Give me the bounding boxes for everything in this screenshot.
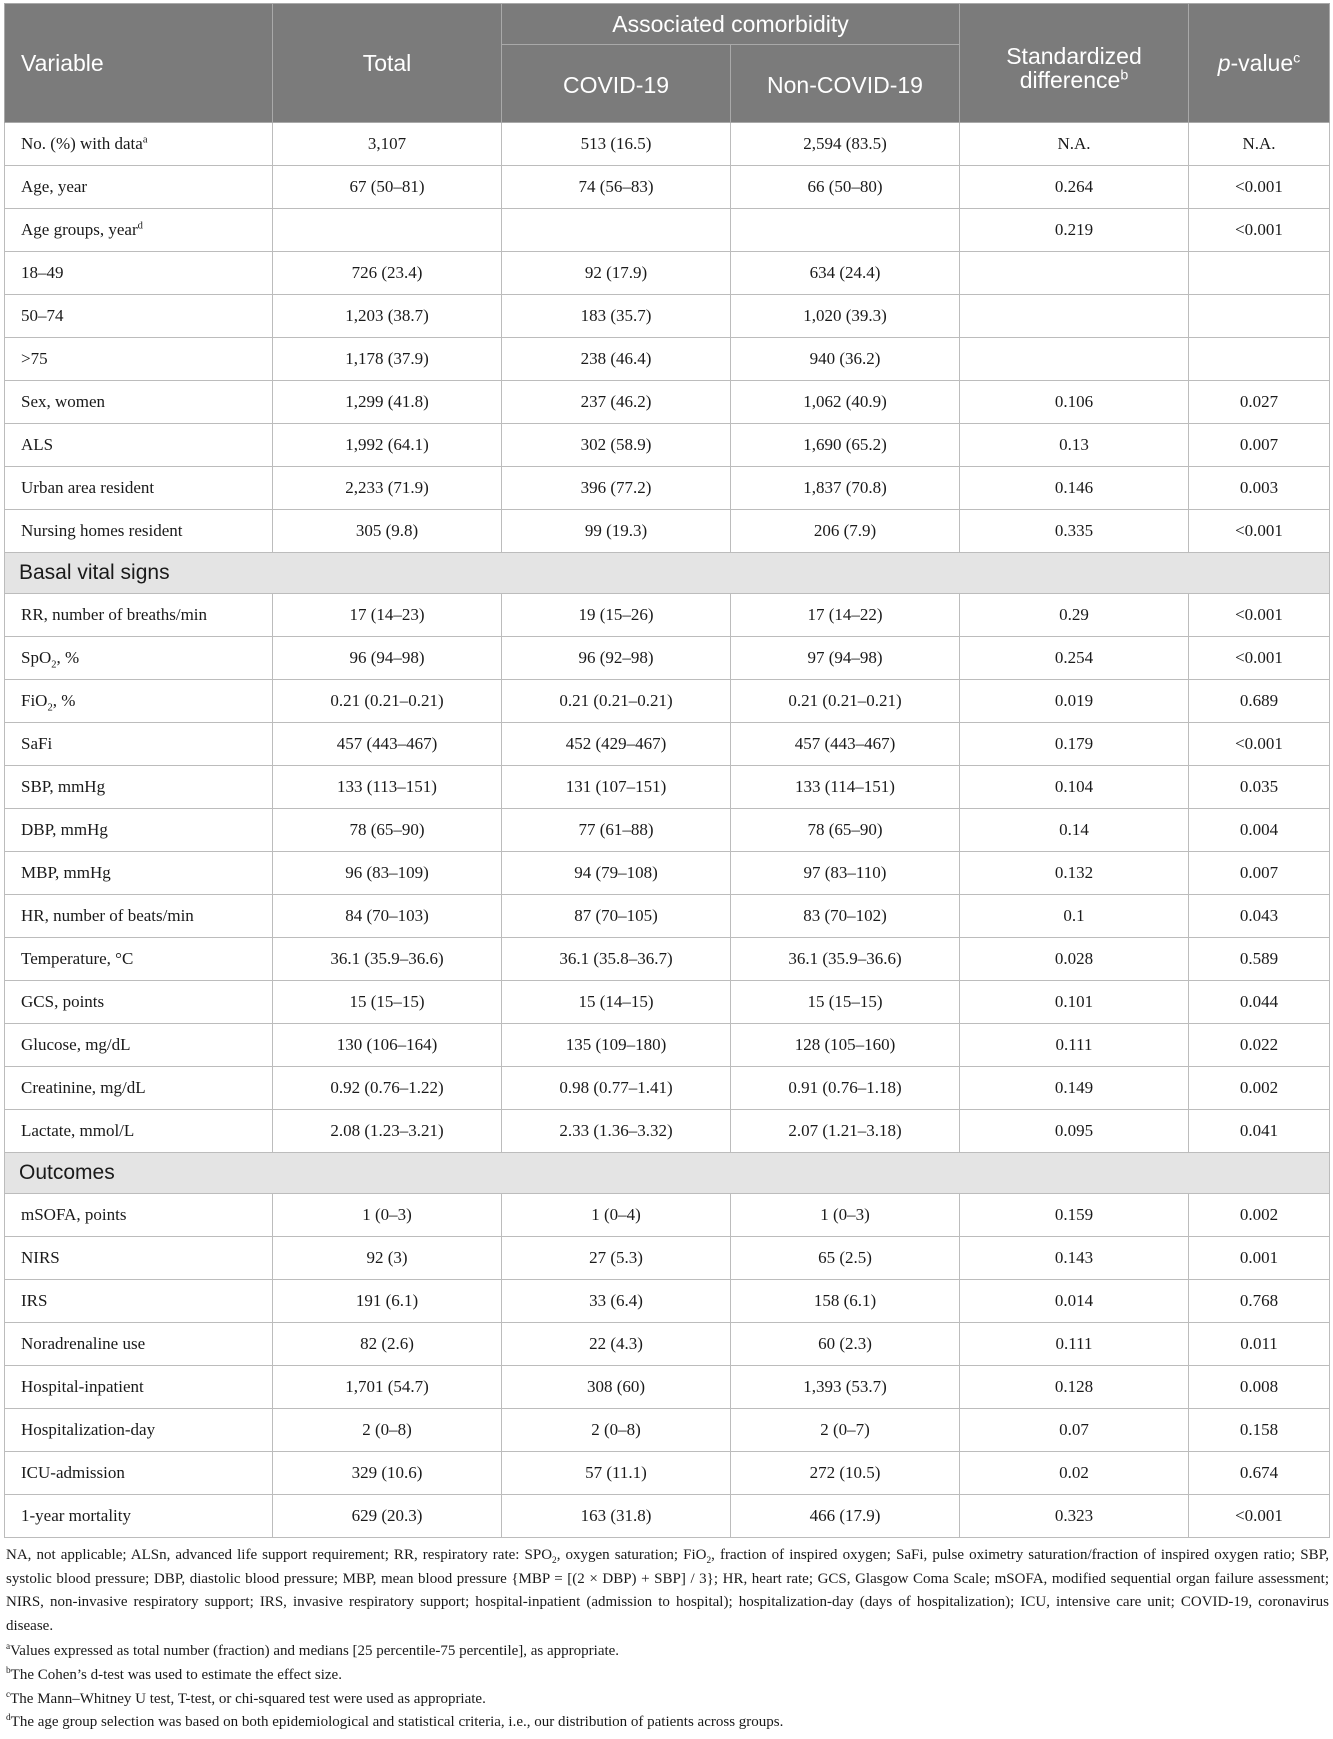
row-label-text: RR, number of breaths/min	[21, 605, 208, 624]
cell-covid: 92 (17.9)	[502, 252, 731, 295]
footnote-a-mark: a	[6, 1642, 11, 1653]
cell-standardized-difference: 0.159	[960, 1194, 1189, 1237]
table-row	[5, 1495, 1330, 1538]
cell-total: 36.1 (35.9–36.6)	[273, 938, 502, 981]
cell-total: 329 (10.6)	[273, 1452, 502, 1495]
table-row	[5, 166, 1330, 209]
row-label	[5, 123, 273, 166]
cell-covid: 77 (61–88)	[502, 809, 731, 852]
cell-total: 3,107	[273, 123, 502, 166]
header-standardized-difference	[960, 4, 1189, 123]
header-covid: COVID-19	[502, 45, 731, 123]
cell-standardized-difference: 0.323	[960, 1495, 1189, 1538]
table-row	[5, 1409, 1330, 1452]
cell-standardized-difference: 0.101	[960, 981, 1189, 1024]
footnote-b-text: The Cohen’s d-test was used to estimate the effect size.	[10, 1666, 342, 1683]
cell-covid: 302 (58.9)	[502, 424, 731, 467]
cell-p-value: 0.674	[1189, 1452, 1330, 1495]
row-label	[5, 1237, 273, 1280]
abbrev-part3: , fraction of inspired oxygen; SaFi, pulse oximetry saturation/fraction of inspired oxygen ratio; SBP, systolic blood pressure; DBP, diastolic blood pressure; MBP, mean blood pressure {MBP = [(2 × DBP) + SBP] / 3}; HR, heart rate; GCS, Glasgow Coma Scale; mSOFA, modified sequential organ failure assessment; NIRS, non-invasive respiratory support; IRS, invasive respiratory support; hospital-inpatient (admission to hospital); hospitalization-day (days of hospitalization); ICU, intensive care unit; COVID-19, coronavirus disease.	[6, 1547, 1330, 1634]
cell-standardized-difference: 0.29	[960, 594, 1189, 637]
cell-covid: 2.33 (1.36–3.32)	[502, 1110, 731, 1153]
cell-covid: 94 (79–108)	[502, 852, 731, 895]
cell-standardized-difference: 0.335	[960, 510, 1189, 553]
row-label	[5, 1452, 273, 1495]
table-row	[5, 594, 1330, 637]
cell-total: 78 (65–90)	[273, 809, 502, 852]
row-label	[5, 1194, 273, 1237]
row-label	[5, 1495, 273, 1538]
cell-total: 15 (15–15)	[273, 981, 502, 1024]
cell-covid: 135 (109–180)	[502, 1024, 731, 1067]
row-label	[5, 209, 273, 252]
cell-noncovid: 1,837 (70.8)	[731, 467, 960, 510]
row-label	[5, 295, 273, 338]
row-label	[5, 1067, 273, 1110]
row-label	[5, 1280, 273, 1323]
cell-covid: 238 (46.4)	[502, 338, 731, 381]
row-label-suffix: , %	[52, 691, 76, 710]
cell-p-value: 0.044	[1189, 981, 1330, 1024]
cell-total: 191 (6.1)	[273, 1280, 502, 1323]
cell-total: 1,701 (54.7)	[273, 1366, 502, 1409]
row-label-text: Sex, women	[21, 392, 106, 411]
cell-total: 67 (50–81)	[273, 166, 502, 209]
cell-covid: 0.98 (0.77–1.41)	[502, 1067, 731, 1110]
cell-p-value: 0.158	[1189, 1409, 1330, 1452]
cell-p-value: 0.002	[1189, 1194, 1330, 1237]
row-label-text: mSOFA, points	[21, 1205, 127, 1224]
cell-standardized-difference: 0.219	[960, 209, 1189, 252]
row-label	[5, 895, 273, 938]
cell-covid: 96 (92–98)	[502, 637, 731, 680]
row-label-text: ICU-admission	[21, 1463, 125, 1482]
cell-standardized-difference: N.A.	[960, 123, 1189, 166]
section-outcomes	[5, 1153, 1330, 1194]
cell-total: 82 (2.6)	[273, 1323, 502, 1366]
cell-noncovid: 65 (2.5)	[731, 1237, 960, 1280]
cell-covid	[502, 209, 731, 252]
header-noncovid: Non-COVID-19	[731, 45, 960, 123]
cell-total: 0.92 (0.76–1.22)	[273, 1067, 502, 1110]
cell-noncovid: 17 (14–22)	[731, 594, 960, 637]
cell-covid: 237 (46.2)	[502, 381, 731, 424]
row-label-text: Age groups, year	[21, 220, 138, 239]
cell-noncovid: 83 (70–102)	[731, 895, 960, 938]
table-row	[5, 723, 1330, 766]
row-label	[5, 166, 273, 209]
table-row	[5, 467, 1330, 510]
row-label	[5, 809, 273, 852]
row-label-text: 50–74	[21, 306, 64, 325]
table-row	[5, 1237, 1330, 1280]
row-label-text: 1-year mortality	[21, 1506, 131, 1525]
cell-p-value: <0.001	[1189, 209, 1330, 252]
row-label-text: MBP, mmHg	[21, 863, 111, 882]
cell-noncovid: 0.21 (0.21–0.21)	[731, 680, 960, 723]
footnote-a-text: Values expressed as total number (fraction) and medians [25 percentile-75 percentile], as appropriate.	[10, 1643, 620, 1660]
footnote-c	[4, 1688, 1329, 1712]
row-label-text: SpO	[21, 648, 52, 667]
cell-total: 130 (106–164)	[273, 1024, 502, 1067]
table-row	[5, 338, 1330, 381]
row-label	[5, 1024, 273, 1067]
cell-standardized-difference: 0.014	[960, 1280, 1189, 1323]
table-row	[5, 1366, 1330, 1409]
cell-noncovid: 1,690 (65.2)	[731, 424, 960, 467]
cell-noncovid: 2,594 (83.5)	[731, 123, 960, 166]
cell-total: 457 (443–467)	[273, 723, 502, 766]
table-row	[5, 766, 1330, 809]
cell-standardized-difference: 0.128	[960, 1366, 1189, 1409]
table-row	[5, 1452, 1330, 1495]
row-label	[5, 594, 273, 637]
cell-p-value: 0.768	[1189, 1280, 1330, 1323]
table-row	[5, 1067, 1330, 1110]
cell-covid: 396 (77.2)	[502, 467, 731, 510]
cell-p-value: <0.001	[1189, 1495, 1330, 1538]
cell-standardized-difference: 0.1	[960, 895, 1189, 938]
row-label-text: SaFi	[21, 734, 53, 753]
table-row	[5, 295, 1330, 338]
cell-noncovid: 158 (6.1)	[731, 1280, 960, 1323]
table-row	[5, 381, 1330, 424]
cell-standardized-difference: 0.13	[960, 424, 1189, 467]
comorbidity-table	[4, 3, 1330, 1538]
row-label-text: NIRS	[21, 1248, 60, 1267]
cell-total: 1,299 (41.8)	[273, 381, 502, 424]
cell-total: 2,233 (71.9)	[273, 467, 502, 510]
cell-noncovid: 36.1 (35.9–36.6)	[731, 938, 960, 981]
cell-p-value: 0.027	[1189, 381, 1330, 424]
cell-p-value: 0.002	[1189, 1067, 1330, 1110]
table-header	[5, 4, 1330, 123]
cell-noncovid: 97 (83–110)	[731, 852, 960, 895]
cell-standardized-difference: 0.028	[960, 938, 1189, 981]
row-label-text: ALS	[21, 435, 54, 454]
cell-covid: 15 (14–15)	[502, 981, 731, 1024]
abbrev-sub1: 2	[552, 1556, 557, 1566]
cell-covid: 131 (107–151)	[502, 766, 731, 809]
abbrev-part2: , oxygen saturation; FiO	[556, 1547, 707, 1563]
cell-noncovid: 206 (7.9)	[731, 510, 960, 553]
cell-p-value: 0.689	[1189, 680, 1330, 723]
cell-standardized-difference: 0.264	[960, 166, 1189, 209]
cell-total: 0.21 (0.21–0.21)	[273, 680, 502, 723]
cell-noncovid: 97 (94–98)	[731, 637, 960, 680]
cell-standardized-difference: 0.02	[960, 1452, 1189, 1495]
cell-covid: 22 (4.3)	[502, 1323, 731, 1366]
row-label	[5, 424, 273, 467]
row-label	[5, 723, 273, 766]
row-label	[5, 1366, 273, 1409]
cell-p-value: 0.008	[1189, 1366, 1330, 1409]
header-p-italic: p	[1217, 49, 1231, 76]
cell-total: 2.08 (1.23–3.21)	[273, 1110, 502, 1153]
cell-noncovid: 78 (65–90)	[731, 809, 960, 852]
row-label	[5, 766, 273, 809]
row-label-text: Hospitalization-day	[21, 1420, 156, 1439]
cell-p-value	[1189, 295, 1330, 338]
table-row	[5, 510, 1330, 553]
table-row	[5, 1323, 1330, 1366]
cell-covid: 74 (56–83)	[502, 166, 731, 209]
cell-p-value: 0.589	[1189, 938, 1330, 981]
table-row	[5, 209, 1330, 252]
cell-p-value: 0.043	[1189, 895, 1330, 938]
footnote-c-text: The Mann–Whitney U test, T-test, or chi-squared test were used as appropriate.	[10, 1690, 486, 1707]
cell-noncovid: 457 (443–467)	[731, 723, 960, 766]
header-p-rest: -value	[1230, 49, 1294, 76]
cell-covid: 1 (0–4)	[502, 1194, 731, 1237]
cell-noncovid: 128 (105–160)	[731, 1024, 960, 1067]
cell-total: 305 (9.8)	[273, 510, 502, 553]
cell-noncovid: 1,020 (39.3)	[731, 295, 960, 338]
footnote-b	[4, 1664, 1329, 1688]
cell-total: 2 (0–8)	[273, 1409, 502, 1452]
row-label-text: Age, year	[21, 177, 88, 196]
cell-noncovid: 66 (50–80)	[731, 166, 960, 209]
table-row	[5, 981, 1330, 1024]
row-label-footnote-mark: d	[137, 220, 143, 232]
row-label-text: Lactate, mmol/L	[21, 1121, 135, 1140]
abbrev-part1: NA, not applicable; ALSn, advanced life support requirement; RR, respiratory rate: SPO	[6, 1547, 553, 1563]
cell-noncovid: 0.91 (0.76–1.18)	[731, 1067, 960, 1110]
cell-total: 1,203 (38.7)	[273, 295, 502, 338]
row-label-text: Urban area resident	[21, 478, 155, 497]
header-std-line1: Standardized	[1006, 43, 1142, 69]
row-label-text: DBP, mmHg	[21, 820, 108, 839]
row-label-text: >75	[21, 349, 48, 368]
footnote-b-mark: b	[6, 1665, 11, 1676]
cell-standardized-difference	[960, 338, 1189, 381]
table-row	[5, 852, 1330, 895]
cell-p-value: 0.001	[1189, 1237, 1330, 1280]
row-label	[5, 381, 273, 424]
cell-covid: 99 (19.3)	[502, 510, 731, 553]
row-label	[5, 1409, 273, 1452]
row-label	[5, 252, 273, 295]
table-row	[5, 1194, 1330, 1237]
footnote-a	[4, 1640, 1329, 1664]
cell-p-value: 0.003	[1189, 467, 1330, 510]
cell-total: 96 (94–98)	[273, 637, 502, 680]
cell-covid: 19 (15–26)	[502, 594, 731, 637]
footnote-d	[4, 1711, 1329, 1735]
row-label	[5, 338, 273, 381]
header-std-sup: b	[1120, 67, 1129, 84]
cell-total: 92 (3)	[273, 1237, 502, 1280]
cell-noncovid: 1,393 (53.7)	[731, 1366, 960, 1409]
table-row	[5, 1110, 1330, 1153]
row-label-text: FiO	[21, 691, 48, 710]
cell-covid: 308 (60)	[502, 1366, 731, 1409]
cell-total: 17 (14–23)	[273, 594, 502, 637]
row-label-text: Noradrenaline use	[21, 1334, 146, 1353]
abbreviations-note	[4, 1544, 1329, 1638]
cell-covid: 513 (16.5)	[502, 123, 731, 166]
section-basal-vital-signs-label: Basal vital signs	[5, 553, 1330, 594]
cell-total: 84 (70–103)	[273, 895, 502, 938]
table-row	[5, 680, 1330, 723]
cell-p-value: 0.007	[1189, 424, 1330, 467]
row-label-text: No. (%) with data	[21, 134, 143, 153]
cell-total: 726 (23.4)	[273, 252, 502, 295]
cell-covid: 2 (0–8)	[502, 1409, 731, 1452]
cell-standardized-difference: 0.143	[960, 1237, 1189, 1280]
cell-p-value: 0.004	[1189, 809, 1330, 852]
row-label-text: 18–49	[21, 263, 64, 282]
table-row	[5, 938, 1330, 981]
row-label-suffix: , %	[56, 648, 80, 667]
cell-total: 1,992 (64.1)	[273, 424, 502, 467]
cell-standardized-difference	[960, 295, 1189, 338]
cell-p-value: 0.011	[1189, 1323, 1330, 1366]
cell-noncovid: 60 (2.3)	[731, 1323, 960, 1366]
header-associated-comorbidity: Associated comorbidity	[502, 4, 960, 45]
row-label-text: Glucose, mg/dL	[21, 1035, 131, 1054]
row-label-text: Nursing homes resident	[21, 521, 183, 540]
section-basal-vital-signs	[5, 553, 1330, 594]
cell-covid: 0.21 (0.21–0.21)	[502, 680, 731, 723]
row-label	[5, 981, 273, 1024]
row-label-text: Hospital-inpatient	[21, 1377, 144, 1396]
cell-standardized-difference: 0.146	[960, 467, 1189, 510]
cell-total: 96 (83–109)	[273, 852, 502, 895]
header-p-value	[1189, 4, 1330, 123]
cell-standardized-difference: 0.179	[960, 723, 1189, 766]
footnote-d-text: The age group selection was based on both epidemiological and statistical criteria, i.e., our distribution of patients across groups.	[10, 1714, 784, 1731]
table-row	[5, 252, 1330, 295]
header-std-line2: difference	[1019, 67, 1121, 93]
footnote-c-mark: c	[6, 1689, 11, 1700]
cell-p-value: <0.001	[1189, 723, 1330, 766]
header-total: Total	[273, 4, 502, 123]
cell-total: 1 (0–3)	[273, 1194, 502, 1237]
table-row	[5, 895, 1330, 938]
cell-standardized-difference: 0.019	[960, 680, 1189, 723]
cell-noncovid: 466 (17.9)	[731, 1495, 960, 1538]
cell-covid: 87 (70–105)	[502, 895, 731, 938]
cell-p-value: <0.001	[1189, 637, 1330, 680]
cell-total: 629 (20.3)	[273, 1495, 502, 1538]
cell-p-value	[1189, 338, 1330, 381]
table-row	[5, 123, 1330, 166]
cell-p-value: 0.022	[1189, 1024, 1330, 1067]
cell-covid: 163 (31.8)	[502, 1495, 731, 1538]
cell-p-value: 0.035	[1189, 766, 1330, 809]
cell-standardized-difference: 0.111	[960, 1323, 1189, 1366]
cell-total: 1,178 (37.9)	[273, 338, 502, 381]
cell-p-value: 0.007	[1189, 852, 1330, 895]
cell-standardized-difference: 0.254	[960, 637, 1189, 680]
cell-noncovid: 272 (10.5)	[731, 1452, 960, 1495]
row-label	[5, 938, 273, 981]
cell-p-value: <0.001	[1189, 594, 1330, 637]
row-label	[5, 852, 273, 895]
header-variable: Variable	[5, 4, 273, 123]
table-row	[5, 1280, 1330, 1323]
cell-covid: 36.1 (35.8–36.7)	[502, 938, 731, 981]
cell-noncovid: 634 (24.4)	[731, 252, 960, 295]
footnote-d-mark: d	[6, 1713, 11, 1724]
cell-p-value: <0.001	[1189, 166, 1330, 209]
row-label-footnote-mark: a	[142, 134, 148, 146]
cell-total: 133 (113–151)	[273, 766, 502, 809]
cell-covid: 27 (5.3)	[502, 1237, 731, 1280]
cell-p-value: <0.001	[1189, 510, 1330, 553]
row-label	[5, 467, 273, 510]
table-row	[5, 637, 1330, 680]
cell-standardized-difference: 0.111	[960, 1024, 1189, 1067]
cell-total	[273, 209, 502, 252]
cell-p-value	[1189, 252, 1330, 295]
row-label	[5, 510, 273, 553]
cell-noncovid: 1 (0–3)	[731, 1194, 960, 1237]
abbrev-sub2: 2	[706, 1556, 712, 1566]
row-label-subscript: 2	[47, 702, 53, 714]
cell-standardized-difference	[960, 252, 1189, 295]
row-label-subscript: 2	[51, 659, 57, 671]
cell-noncovid: 2.07 (1.21–3.18)	[731, 1110, 960, 1153]
row-label-text: GCS, points	[21, 992, 105, 1011]
row-label	[5, 1323, 273, 1366]
cell-covid: 183 (35.7)	[502, 295, 731, 338]
cell-standardized-difference: 0.07	[960, 1409, 1189, 1452]
table-row	[5, 1024, 1330, 1067]
cell-noncovid: 15 (15–15)	[731, 981, 960, 1024]
cell-p-value: N.A.	[1189, 123, 1330, 166]
cell-noncovid: 940 (36.2)	[731, 338, 960, 381]
table-body	[5, 123, 1330, 1538]
cell-standardized-difference: 0.14	[960, 809, 1189, 852]
table-row	[5, 424, 1330, 467]
cell-noncovid: 1,062 (40.9)	[731, 381, 960, 424]
row-label	[5, 637, 273, 680]
cell-standardized-difference: 0.149	[960, 1067, 1189, 1110]
section-outcomes-label: Outcomes	[5, 1153, 1330, 1194]
row-label-text: Temperature, °C	[21, 949, 134, 968]
cell-standardized-difference: 0.132	[960, 852, 1189, 895]
row-label	[5, 680, 273, 723]
header-p-sup: c	[1293, 49, 1301, 66]
cell-standardized-difference: 0.104	[960, 766, 1189, 809]
table-container	[4, 3, 1329, 1538]
row-label	[5, 1110, 273, 1153]
cell-standardized-difference: 0.106	[960, 381, 1189, 424]
cell-noncovid: 2 (0–7)	[731, 1409, 960, 1452]
row-label-text: IRS	[21, 1291, 48, 1310]
cell-covid: 57 (11.1)	[502, 1452, 731, 1495]
row-label-text: SBP, mmHg	[21, 777, 106, 796]
cell-covid: 33 (6.4)	[502, 1280, 731, 1323]
table-row	[5, 809, 1330, 852]
cell-covid: 452 (429–467)	[502, 723, 731, 766]
cell-standardized-difference: 0.095	[960, 1110, 1189, 1153]
table-notes	[4, 1544, 1329, 1735]
cell-noncovid	[731, 209, 960, 252]
cell-p-value: 0.041	[1189, 1110, 1330, 1153]
cell-noncovid: 133 (114–151)	[731, 766, 960, 809]
row-label-text: HR, number of beats/min	[21, 906, 194, 925]
row-label-text: Creatinine, mg/dL	[21, 1078, 146, 1097]
